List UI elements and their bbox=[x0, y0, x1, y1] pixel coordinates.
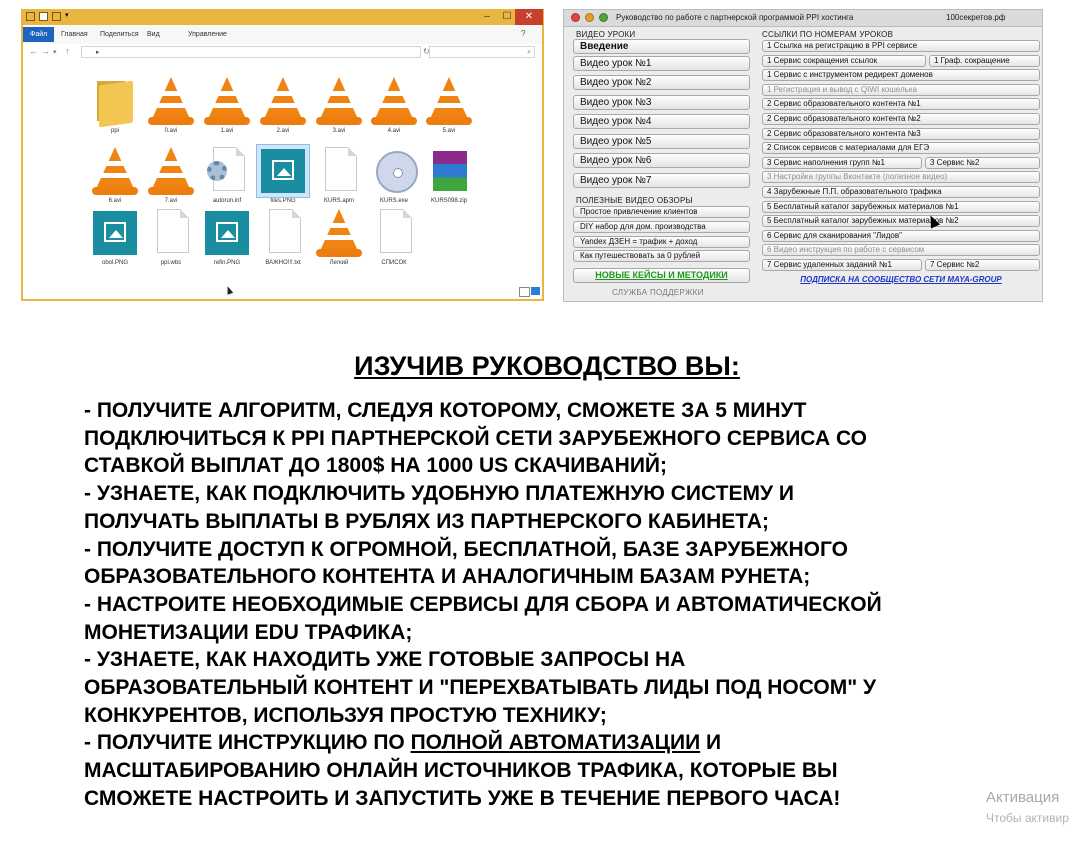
video-lesson-1[interactable]: Видео урок №1 bbox=[573, 56, 750, 71]
file-name: KURS.apm bbox=[323, 198, 354, 204]
window-title: Руководство по работе с партнерской программой PPI хостинга bbox=[616, 13, 854, 22]
help-icon[interactable]: ? bbox=[521, 29, 526, 38]
search-input[interactable] bbox=[429, 46, 535, 58]
file-name: ppi bbox=[110, 128, 119, 134]
text-document-icon bbox=[368, 207, 420, 259]
lesson-link-button[interactable]: 1 Сервис сокращения ссылок bbox=[762, 55, 926, 67]
file-name: 0.avi bbox=[164, 128, 178, 134]
lesson-link-button[interactable]: 3 Настройка группы Вконтакте (полезное видео) bbox=[762, 171, 1040, 183]
benefit-line: - ПОЛУЧИТЕ АЛГОРИТМ, СЛЕДУЯ КОТОРОМУ, СМОЖЕТЕ ЗА 5 МИНУТ bbox=[84, 399, 807, 422]
guide-app-window bbox=[563, 9, 1043, 302]
benefit-line: КОНКУРЕНТОВ, ИСПОЛЬЗУЯ ПРОСТУЮ ТЕХНИКУ; bbox=[84, 703, 607, 727]
lesson-link-button[interactable]: 6 Видео инструкция по работе с сервисом bbox=[762, 244, 1040, 256]
file-item[interactable] bbox=[253, 207, 313, 266]
lesson-link-button[interactable]: 1 Регистрация и вывод с QIWI кошелька bbox=[762, 84, 1040, 96]
text-document-icon bbox=[145, 207, 197, 259]
folder-icon[interactable] bbox=[26, 12, 35, 21]
file-explorer-window bbox=[21, 9, 544, 301]
file-item[interactable] bbox=[85, 145, 145, 204]
benefit-line: СТАВКОЙ ВЫПЛАТ ДО 1800$ НА 1000 US СКАЧИВАНИЙ; bbox=[84, 454, 668, 478]
benefit-text: - ПОЛУЧИТЕ ИНСТРУКЦИЮ ПО bbox=[84, 731, 411, 755]
file-name: KURS.exe bbox=[379, 198, 408, 204]
file-item[interactable] bbox=[419, 75, 479, 134]
text-document-icon bbox=[257, 207, 309, 259]
settings-file-icon bbox=[201, 145, 253, 197]
file-name: СПИСОК bbox=[381, 260, 407, 266]
new-cases-link[interactable]: НОВЫЕ КЕЙСЫ И МЕТОДИКИ bbox=[573, 268, 750, 283]
benefit-line: - ПОЛУЧИТЕ ДОСТУП К ОГРОМНОЙ, БЕСПЛАТНОЙ, БАЗЕ ЗАРУБЕЖНОГО bbox=[84, 537, 848, 561]
benefit-line: ПОЛУЧАТЬ ВЫПЛАТЫ В РУБЛЯХ ИЗ ПАРТНЕРСКОГО КАБИНЕТА; bbox=[84, 509, 769, 533]
file-name: refin.PNG bbox=[213, 260, 241, 266]
file-name: obol.PNG bbox=[101, 260, 128, 266]
address-path: ▸ bbox=[96, 49, 100, 56]
lesson-link-button[interactable]: 1 Сервис с инструментом редирект доменов bbox=[762, 69, 1040, 81]
reviews-section-title: ПОЛЕЗНЫЕ ВИДЕО ОБЗОРЫ bbox=[576, 196, 693, 205]
file-item[interactable] bbox=[141, 145, 201, 204]
file-name: Легкий bbox=[329, 260, 349, 266]
activation-watermark-sub: Чтобы активир bbox=[986, 811, 1069, 825]
window-site: 100секретов.рф bbox=[946, 13, 1006, 22]
guide-titlebar bbox=[564, 10, 1042, 27]
file-name: 7.avi bbox=[164, 198, 178, 204]
lesson-link-button[interactable]: 7 Сервис удаленных заданий №1 bbox=[762, 259, 922, 271]
video-file-icon bbox=[201, 75, 253, 127]
image-file-icon bbox=[89, 207, 141, 259]
benefit-line: - УЗНАЕТЕ, КАК ПОДКЛЮЧИТЬ УДОБНУЮ ПЛАТЕЖНУЮ СИСТЕМУ И bbox=[84, 482, 794, 506]
video-file-icon bbox=[145, 75, 197, 127]
file-name: 5.avi bbox=[442, 128, 456, 134]
tab-view[interactable]: Вид bbox=[147, 31, 160, 38]
video-lesson-intro[interactable]: Введение bbox=[573, 39, 750, 54]
lesson-link-button[interactable]: 2 Сервис образовательного контента №3 bbox=[762, 128, 1040, 140]
back-icon[interactable]: ← bbox=[29, 46, 38, 56]
disc-icon bbox=[368, 145, 420, 197]
review-button-1[interactable]: Простое привлечение клиентов bbox=[573, 206, 750, 218]
review-button-2[interactable]: DIY набор для дом. производства bbox=[573, 221, 750, 233]
file-item[interactable] bbox=[197, 207, 257, 266]
benefit-line: ПОДКЛЮЧИТЬСЯ К PPI ПАРТНЕРСКОЙ СЕТИ ЗАРУБЕЖНОГО СЕРВИСА СО bbox=[84, 426, 867, 450]
search-icon: ⌕ bbox=[527, 49, 531, 56]
file-item[interactable] bbox=[253, 75, 313, 134]
file-item[interactable] bbox=[364, 207, 424, 266]
file-name: autorun.inf bbox=[212, 198, 242, 204]
file-item[interactable] bbox=[85, 75, 145, 134]
properties-icon[interactable] bbox=[52, 12, 61, 21]
folder-icon bbox=[89, 75, 141, 127]
benefit-line bbox=[84, 729, 1044, 757]
file-item[interactable] bbox=[309, 145, 369, 204]
lesson-link-button[interactable]: 4 Зарубежные П.П. образовательного трафика bbox=[762, 186, 1040, 198]
minimize-icon[interactable]: – bbox=[484, 11, 490, 22]
benefit-line: - УЗНАЕТЕ, КАК НАХОДИТЬ УЖЕ ГОТОВЫЕ ЗАПРОСЫ НА bbox=[84, 648, 686, 672]
support-label[interactable]: СЛУЖБА ПОДДЕРЖКИ bbox=[612, 288, 704, 297]
maximize-icon[interactable]: ☐ bbox=[502, 11, 512, 22]
close-icon[interactable]: ✕ bbox=[515, 9, 543, 25]
forward-icon[interactable]: → bbox=[41, 46, 50, 56]
tab-home[interactable]: Главная bbox=[61, 31, 88, 38]
file-grid bbox=[23, 61, 542, 299]
video-file-icon bbox=[145, 145, 197, 197]
video-lesson-5[interactable]: Видео урок №5 bbox=[573, 134, 750, 149]
lesson-link-button[interactable]: 5 Бесплатный каталог зарубежных материалов №1 bbox=[762, 201, 1040, 213]
activation-watermark: Активация bbox=[986, 789, 1060, 806]
lesson-link-button-secondary[interactable]: 3 Сервис №2 bbox=[925, 157, 1040, 169]
benefit-emphasis: ПОЛНОЙ АВТОМАТИЗАЦИИ bbox=[410, 731, 701, 755]
benefit-line: МАСШТАБИРОВАНИЮ ОНЛАЙН ИСТОЧНИКОВ ТРАФИКА, КОТОРЫЕ ВЫ bbox=[84, 759, 838, 783]
lesson-link-button[interactable]: 2 Сервис образовательного контента №1 bbox=[762, 98, 1040, 110]
new-document-icon[interactable] bbox=[39, 12, 48, 21]
benefit-line: - НАСТРОИТЕ НЕОБХОДИМЫЕ СЕРВИСЫ ДЛЯ СБОРА И АВТОМАТИЧЕСКОЙ bbox=[84, 592, 882, 616]
file-name: 1.avi bbox=[220, 128, 234, 134]
file-item[interactable] bbox=[364, 75, 424, 134]
dropdown-icon[interactable]: ▾ bbox=[65, 12, 69, 19]
file-item[interactable] bbox=[309, 75, 369, 134]
review-button-3[interactable]: Yandex ДЗЕН = трафик + доход bbox=[573, 236, 750, 248]
address-bar[interactable] bbox=[81, 46, 421, 58]
details-view-icon[interactable] bbox=[519, 287, 530, 297]
file-name: ВАЖНО!!!.txt bbox=[265, 260, 301, 266]
review-button-4[interactable]: Как путешествовать за 0 рублей bbox=[573, 250, 750, 262]
close-icon[interactable] bbox=[571, 13, 580, 22]
up-icon[interactable]: ↑ bbox=[65, 46, 70, 56]
image-file-icon bbox=[257, 145, 309, 197]
file-name: 3.avi bbox=[332, 128, 346, 134]
page-heading: ИЗУЧИВ РУКОВОДСТВО ВЫ: bbox=[354, 351, 740, 381]
subscribe-link[interactable]: ПОДПИСКА НА СООБЩЕСТВО СЕТИ MAYA-GROUP bbox=[800, 275, 1002, 284]
video-file-icon bbox=[313, 207, 365, 259]
status-bar bbox=[23, 285, 542, 299]
tab-file[interactable]: Файл bbox=[23, 27, 54, 42]
navigation-bar bbox=[23, 44, 542, 62]
benefits-list bbox=[84, 397, 1044, 813]
video-lesson-6[interactable]: Видео урок №6 bbox=[573, 153, 750, 168]
large-icons-view-icon[interactable] bbox=[531, 287, 540, 295]
file-name: ppi.wbs bbox=[160, 260, 182, 266]
recent-icon[interactable]: ▾ bbox=[53, 49, 57, 56]
benefit-line: МОНЕТИЗАЦИИ EDU ТРАФИКА; bbox=[84, 620, 413, 644]
file-item[interactable] bbox=[419, 145, 479, 204]
lesson-link-button-secondary[interactable]: 1 Граф. сокращение bbox=[929, 55, 1040, 67]
archive-icon bbox=[423, 145, 475, 197]
file-item[interactable] bbox=[309, 207, 369, 266]
lesson-link-button[interactable]: 1 Ссылка на регистрацию в PPI сервисе bbox=[762, 40, 1040, 52]
benefit-line: СМОЖЕТЕ НАСТРОИТЬ И ЗАПУСТИТЬ УЖЕ В ТЕЧЕНИЕ ПЕРВОГО ЧАСА! bbox=[84, 786, 841, 810]
benefit-line: ОБРАЗОВАТЕЛЬНОГО КОНТЕНТА И АНАЛОГИЧНЫМ БАЗАМ РУНЕТА; bbox=[84, 565, 811, 589]
file-item[interactable] bbox=[253, 145, 313, 204]
lesson-link-button-secondary[interactable]: 7 Сервис №2 bbox=[925, 259, 1040, 271]
file-item[interactable] bbox=[197, 75, 257, 134]
lesson-link-button[interactable]: 5 Бесплатный каталог зарубежных материалов №2 bbox=[762, 215, 1040, 227]
minimize-icon[interactable] bbox=[585, 13, 594, 22]
video-section-title: ВИДЕО УРОКИ bbox=[576, 30, 636, 39]
file-item[interactable] bbox=[141, 207, 201, 266]
video-lesson-7[interactable]: Видео урок №7 bbox=[573, 173, 750, 188]
video-file-icon bbox=[89, 145, 141, 197]
file-name: KURS098.zip bbox=[430, 198, 468, 204]
lesson-link-button[interactable]: 3 Сервис наполнения групп №1 bbox=[762, 157, 922, 169]
file-name: files.PNG bbox=[270, 198, 296, 204]
file-item[interactable] bbox=[85, 207, 145, 266]
video-file-icon bbox=[257, 75, 309, 127]
benefit-line: ОБРАЗОВАТЕЛЬНЫЙ КОНТЕНТ И "ПЕРЕХВАТЫВАТЬ ЛИДЫ ПОД НОСОМ" У bbox=[84, 676, 877, 700]
file-name: 2.avi bbox=[276, 128, 290, 134]
video-file-icon bbox=[313, 75, 365, 127]
file-item[interactable] bbox=[141, 75, 201, 134]
text-document-icon bbox=[313, 145, 365, 197]
zoom-icon[interactable] bbox=[599, 13, 608, 22]
lesson-link-button[interactable]: 6 Сервис для сканирования "Лидов" bbox=[762, 230, 1040, 242]
ribbon-tabs bbox=[23, 25, 542, 45]
tab-manage[interactable]: Управление bbox=[188, 31, 227, 38]
explorer-titlebar bbox=[21, 9, 544, 25]
video-lesson-4[interactable]: Видео урок №4 bbox=[573, 114, 750, 129]
video-file-icon bbox=[368, 75, 420, 127]
file-item[interactable] bbox=[364, 145, 424, 204]
video-lesson-3[interactable]: Видео урок №3 bbox=[573, 95, 750, 110]
lesson-link-button[interactable]: 2 Сервис образовательного контента №2 bbox=[762, 113, 1040, 125]
file-name: 6.avi bbox=[108, 198, 122, 204]
video-file-icon bbox=[423, 75, 475, 127]
refresh-icon[interactable]: ↻ bbox=[423, 47, 430, 56]
file-item[interactable] bbox=[197, 145, 257, 204]
lesson-link-button[interactable]: 2 Список сервисов с материалами для ЕГЭ bbox=[762, 142, 1040, 154]
file-name: 4.avi bbox=[387, 128, 401, 134]
video-lesson-2[interactable]: Видео урок №2 bbox=[573, 75, 750, 90]
image-file-icon bbox=[201, 207, 253, 259]
benefit-text: И bbox=[700, 731, 722, 755]
tab-share[interactable]: Поделиться bbox=[100, 31, 139, 38]
links-section-title: ССЫЛКИ ПО НОМЕРАМ УРОКОВ bbox=[762, 30, 894, 39]
